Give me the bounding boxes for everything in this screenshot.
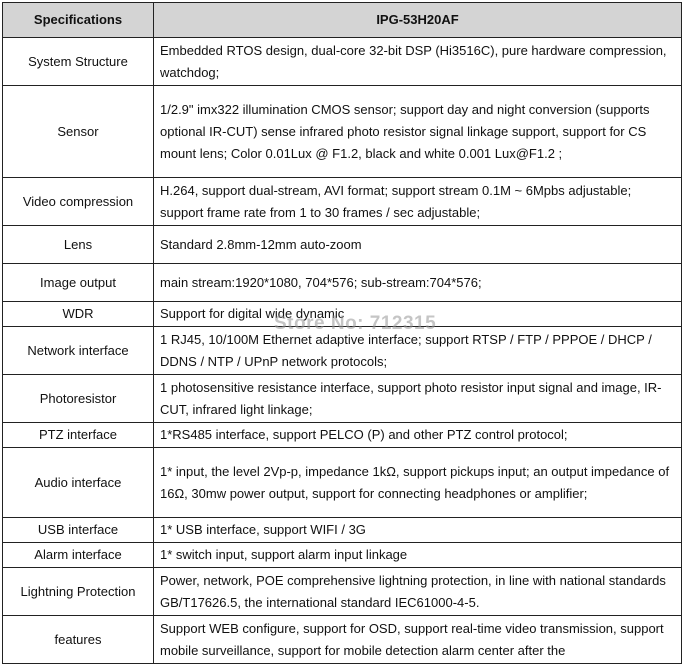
row-label: Lightning Protection xyxy=(3,568,154,616)
row-label: WDR xyxy=(3,302,154,327)
row-value: main stream:1920*1080, 704*576; sub-stream:704*576; xyxy=(154,264,682,302)
row-label: Lens xyxy=(3,226,154,264)
spec-table xyxy=(2,2,682,664)
store-watermark: Store No: 712315 xyxy=(274,313,437,334)
row-value: Power, network, POE comprehensive lightning protection, in line with national standards GB/T17626.5, the international standard IEC61000-4-5. xyxy=(154,568,682,616)
table-row xyxy=(3,178,682,226)
table-row xyxy=(3,518,682,543)
table-row xyxy=(3,327,682,375)
table-row xyxy=(3,226,682,264)
table-header-row xyxy=(3,3,682,38)
row-value: 1* USB interface, support WIFI / 3G xyxy=(154,518,682,543)
row-label: Audio interface xyxy=(3,448,154,518)
row-label: Alarm interface xyxy=(3,543,154,568)
row-value: Standard 2.8mm-12mm auto-zoom xyxy=(154,226,682,264)
row-label: PTZ interface xyxy=(3,423,154,448)
table-row xyxy=(3,38,682,86)
row-value: Support for digital wide dynamic xyxy=(154,302,682,327)
row-value: 1* input, the level 2Vp-p, impedance 1kΩ, support pickups input; an output impedance of 16Ω, 30mw power output, support for connecting headphones or amplifier; xyxy=(154,448,682,518)
table-row xyxy=(3,264,682,302)
row-label: System Structure xyxy=(3,38,154,86)
row-label: Video compression xyxy=(3,178,154,226)
row-value: H.264, support dual-stream, AVI format; support stream 0.1M ~ 6Mpbs adjustable; support frame rate from 1 to 30 frames / sec adjustable; xyxy=(154,178,682,226)
header-model: IPG-53H20AF xyxy=(154,3,682,38)
table-row xyxy=(3,423,682,448)
row-value: Support WEB configure, support for OSD, support real-time video transmission, support mobile surveillance, support for mobile detection alarm center after the xyxy=(154,616,682,664)
row-value: 1 RJ45, 10/100M Ethernet adaptive interface; support RTSP / FTP / PPPOE / DHCP / DDNS / NTP / UPnP network protocols; xyxy=(154,327,682,375)
row-value: 1 photosensitive resistance interface, support photo resistor input signal and image, IR-CUT, infrared light linkage; xyxy=(154,375,682,423)
row-label: Sensor xyxy=(3,86,154,178)
table-row xyxy=(3,86,682,178)
row-value: 1/2.9" imx322 illumination CMOS sensor; support day and night conversion (supports optional IR-CUT) sense infrared photo resistor signal linkage support, support for CS mount lens; Color 0.01Lux @ F1.2, black and white 0.001 Lux@F1.2 ; xyxy=(154,86,682,178)
row-value: 1* switch input, support alarm input linkage xyxy=(154,543,682,568)
table-row xyxy=(3,616,682,664)
row-value: Embedded RTOS design, dual-core 32-bit DSP (Hi3516C), pure hardware compression, watchdog; xyxy=(154,38,682,86)
header-specifications: Specifications xyxy=(3,3,154,38)
table-row xyxy=(3,568,682,616)
row-value: 1*RS485 interface, support PELCO (P) and other PTZ control protocol; xyxy=(154,423,682,448)
row-label: Photoresistor xyxy=(3,375,154,423)
row-label: USB interface xyxy=(3,518,154,543)
row-label: features xyxy=(3,616,154,664)
table-row xyxy=(3,302,682,327)
row-label: Network interface xyxy=(3,327,154,375)
table-row xyxy=(3,543,682,568)
table-row xyxy=(3,448,682,518)
table-row xyxy=(3,375,682,423)
row-label: Image output xyxy=(3,264,154,302)
